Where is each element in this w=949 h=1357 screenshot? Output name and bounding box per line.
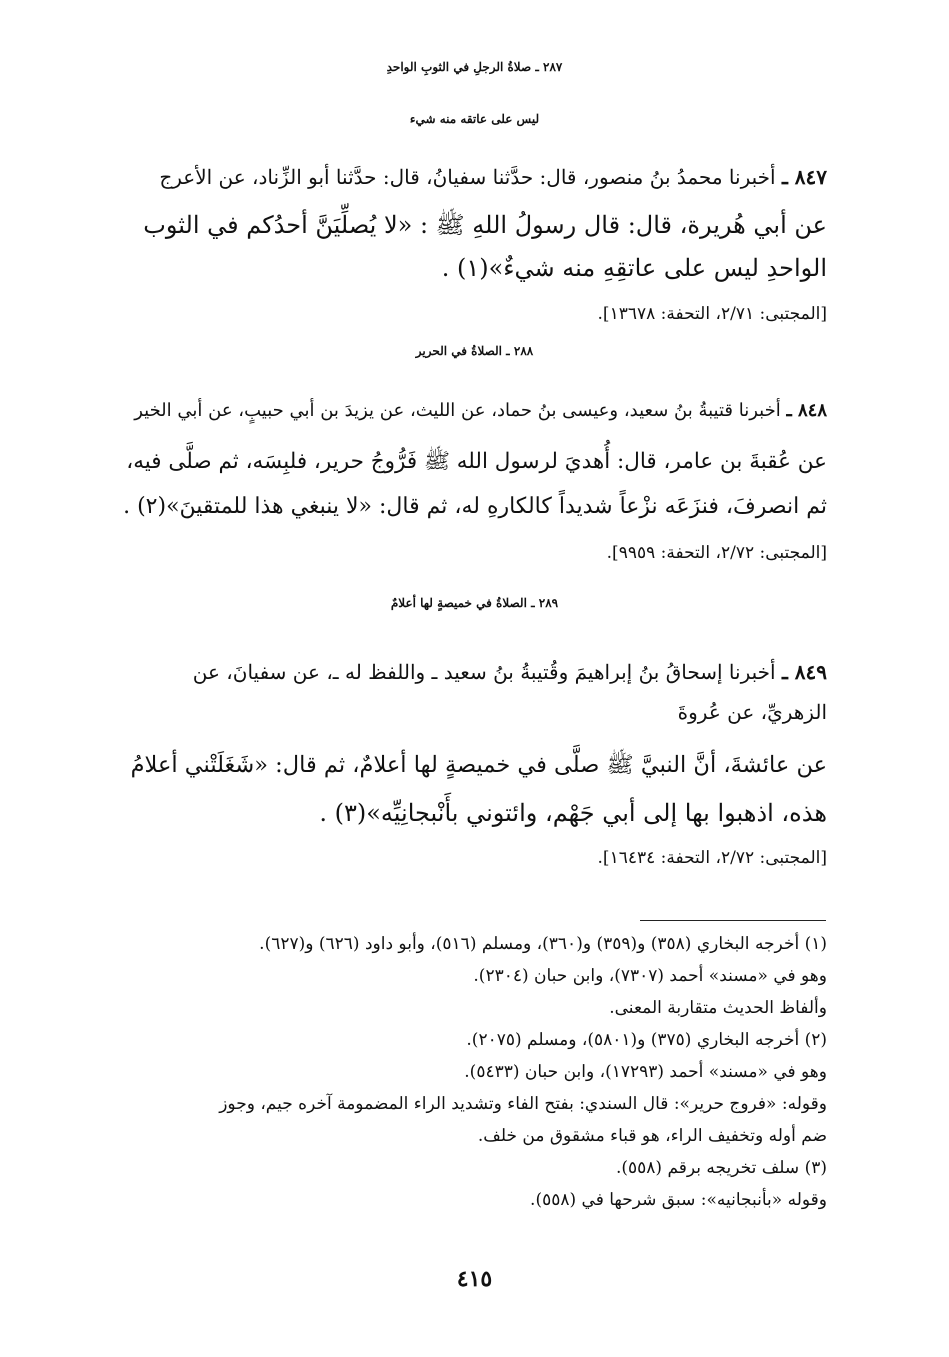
footnote-line: (٢) أخرجه البخاري (٣٧٥) و(٥٨٠١)، ومسلم (٢٠٧٥). <box>466 1030 827 1050</box>
isnad-text: أخبرنا إسحاقُ بنُ إبراهيمَ وقُتيبةُ بنُ سعيد ـ واللفظ له ـ، عن سفيانَ، عن <box>192 660 776 684</box>
hadith-848-matn-line-2: ثم انصرفَ، فنزَعَه نزْعاً شديداً كالكارهِ له، ثم قال: «لا ينبغي هذا للمتقينَ»(٢) . <box>123 494 827 519</box>
hadith-847-reference: [المجتبى: ٢/٧١، التحفة: ١٣٦٧٨]. <box>597 304 827 324</box>
hadith-849-isnad-line-2: الزهريِّ، عن عُروةَ <box>677 700 827 724</box>
hadith-849-matn-line-2: هذه، اذهبوا بها إلى أبي جَهْم، وائتوني بأَنْبجانِيِّه»(٣) . <box>319 799 827 827</box>
hadith-number: ٨٤٧ ـ <box>781 165 827 189</box>
hadith-number: ٨٤٨ ـ <box>786 400 827 421</box>
hadith-848-reference: [المجتبى: ٢/٧٢، التحفة: ٩٩٥٩]. <box>606 543 827 563</box>
footnote-separator <box>640 920 826 921</box>
footnote-line: (٣) سلف تخريجه برقم (٥٥٨). <box>615 1158 827 1178</box>
isnad-text: أخبرنا قتيبةُ بنُ سعيد، وعيسى بنُ حماد، عن الليث، عن يزيدَ بن أبي حبيبٍ، عن أبي الخير <box>134 400 781 421</box>
footnote-line: ضم أوله وتخفيف الراء، هو قباء مشقوق من خلف. <box>477 1126 827 1146</box>
hadith-number: ٨٤٩ ـ <box>781 660 827 684</box>
hadith-848-isnad <box>134 400 827 421</box>
page-number: ٤١٥ <box>456 1266 493 1292</box>
section-title-287: ٢٨٧ ـ صلاةُ الرجلِ في الثوبِ الواحدِ <box>386 60 563 74</box>
hadith-849-isnad-line-1 <box>193 660 827 684</box>
section-subtitle-287: ليس على عاتقه منه شيء <box>409 112 540 126</box>
footnote-line: وقوله «بأنبجانيه»: سبق شرحها في (٥٥٨). <box>530 1190 827 1210</box>
section-title-288: ٢٨٨ ـ الصلاةُ في الحرير <box>415 344 534 358</box>
footnote-line: (١) أخرجه البخاري (٣٥٨) و(٣٥٩) و(٣٦٠)، ومسلم (٥١٦)، وأبو داود (٦٢٦) و(٦٢٧). <box>259 934 827 954</box>
hadith-847-matn-line-2: الواحدِ ليس على عاتقِهِ منه شيءٌ»(١) . <box>441 254 827 282</box>
hadith-847-isnad <box>159 165 827 189</box>
hadith-847-matn-line-1: عن أبي هُريرة، قال: قال رسولُ اللهِ ﷺ : «لا يُصلِّيَنَّ أحدُكم في الثوب <box>143 211 827 239</box>
footnote-line: وألفاظ الحديث متقاربة المعنى. <box>609 998 827 1018</box>
hadith-849-matn-line-1: عن عائشةَ، أنَّ النبيَّ ﷺ صلَّى في خميصةٍ لها أعلامٌ، ثم قال: «شَغَلَتْني أعلامُ <box>130 752 827 778</box>
footnote-line: وقوله: «فروج حرير»: قال السندي: بفتح الفاء وتشديد الراء المضمومة آخره جيم، وجوز <box>219 1094 827 1114</box>
hadith-849-reference: [المجتبى: ٢/٧٢، التحفة: ١٦٤٣٤]. <box>597 848 827 868</box>
isnad-text: أخبرنا محمدُ بنُ منصور، قال: حدَّثنا سفيانُ، قال: حدَّثنا أبو الزِّناد، عن الأعرج <box>159 165 776 189</box>
hadith-848-matn-line-1: عن عُقبةَ بن عامر، قال: أُهديَ لرسول الله ﷺ فَرُّوجُ حرير، فلبِسَه، ثم صلَّى فيه، <box>126 449 827 474</box>
footnote-line: وهو في «مسند» أحمد (٧٣٠٧)، وابن حبان (٢٣٠٤). <box>473 966 827 986</box>
section-title-289: ٢٨٩ ـ الصلاةُ في خميصةٍ لها أعلامٌ <box>390 596 559 610</box>
footnote-line: وهو في «مسند» أحمد (١٧٢٩٣)، وابن حبان (٥٤٣٣). <box>464 1062 827 1082</box>
